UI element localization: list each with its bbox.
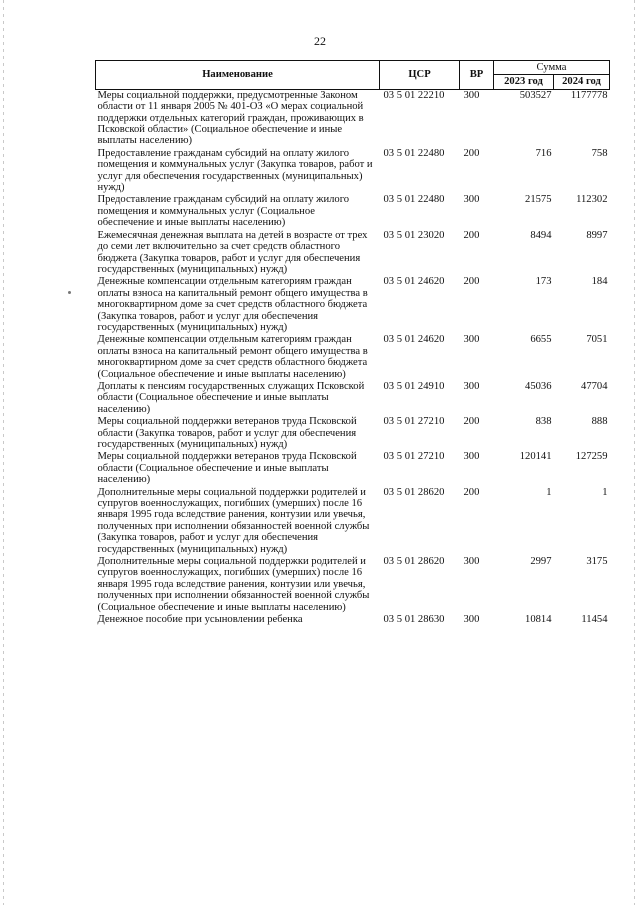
row-name: Дополнительные меры социальной поддержки родителей и супругов военнослужащих, погибших (умерших) после 16 января 1995 года вследствие ранения, контузии или увечья, полученных при исполнении обязанностей военной службы (Социальное обеспечение и иные выплаты населению) <box>97 556 370 613</box>
scan-speck <box>68 291 71 294</box>
table-row <box>96 451 610 486</box>
row-vr-code: 200 <box>463 229 480 241</box>
row-amount-2023: 45036 <box>525 380 552 392</box>
row-name: Ежемесячная денежная выплата на детей в возрасте от трех до семи лет включительно за счет средств областного бюджета (Закупка товаров, работ и услуг для обеспечения государственных (муниципальных) нужд) <box>97 229 368 275</box>
row-csr-code: 03 5 01 28620 <box>383 556 445 568</box>
table-row <box>96 276 610 334</box>
left-scan-edge <box>3 0 4 905</box>
table-row <box>96 230 610 277</box>
row-amount-2024: 11454 <box>581 614 608 626</box>
row-csr-code: 03 5 01 28620 <box>383 486 445 498</box>
header-sum: Сумма <box>494 61 610 75</box>
row-vr-code: 300 <box>463 556 480 568</box>
budget-table <box>95 60 610 627</box>
row-vr-code: 300 <box>463 380 480 392</box>
row-name: Денежные компенсации отдельным категориям граждан оплаты взноса на капитальный ремонт общего имущества в многоквартирном доме за счет средств областного бюджета (Закупка товаров, работ и услуг для обеспечения государственных (муниципальных) нужд) <box>97 276 368 333</box>
row-csr-code: 03 5 01 28630 <box>383 614 445 626</box>
row-amount-2023: 21575 <box>525 194 552 206</box>
row-amount-2023: 173 <box>535 276 552 288</box>
row-name: Предоставление гражданам субсидий на оплату жилого помещения и коммунальных услуг (Закупка товаров, работ и услуг для обеспечения государственных (муниципальных) нужд) <box>97 147 373 194</box>
row-vr-code: 200 <box>463 416 480 428</box>
row-name: Предоставление гражданам субсидий на оплату жилого помещения и коммунальных услуг (Социальное обеспечение и иные выплаты населению) <box>97 194 350 229</box>
row-vr-code: 300 <box>463 89 480 101</box>
row-csr-code: 03 5 01 27210 <box>383 416 445 428</box>
row-name: Дополнительные меры социальной поддержки родителей и супругов военнослужащих, погибших (умерших) после 16 января 1995 года вследствие ранения, контузии или увечья, полученных при исполнении обязанностей военной службы (Закупка товаров, работ и услуг для обеспечения государственных (муниципальных) нужд) <box>97 486 370 555</box>
row-amount-2023: 1 <box>546 486 552 498</box>
row-amount-2024: 8997 <box>586 229 608 241</box>
table-row <box>96 334 610 381</box>
right-scan-edge <box>634 0 635 905</box>
row-vr-code: 200 <box>463 276 480 288</box>
table-row <box>96 556 610 614</box>
row-vr-code: 300 <box>463 194 480 206</box>
header-vr: ВР <box>460 61 494 90</box>
row-amount-2023: 716 <box>535 147 552 159</box>
table-row <box>96 416 610 451</box>
row-vr-code: 200 <box>463 147 480 159</box>
row-amount-2024: 184 <box>591 276 608 288</box>
table-row <box>96 381 610 416</box>
row-vr-code: 300 <box>463 334 480 346</box>
row-name: Меры социальной поддержки, предусмотренные Законом области от 11 января 2005 № 401-ОЗ «О мерах социальной поддержки отдельных категорий граждан, проживающих в Псковской области» (Социальное обеспечение и иные выплаты населению) <box>97 89 364 147</box>
table-header <box>96 61 610 90</box>
row-vr-code: 300 <box>463 451 480 463</box>
row-name: Денежное пособие при усыновлении ребенка <box>97 614 303 626</box>
row-amount-2023: 120141 <box>519 451 552 463</box>
row-amount-2023: 10814 <box>525 614 552 626</box>
row-amount-2024: 758 <box>591 147 608 159</box>
row-name: Доплаты к пенсиям государственных служащих Псковской области (Социальное обеспечение и иные выплаты населению) <box>97 380 365 415</box>
page-number: 22 <box>314 34 326 48</box>
row-csr-code: 03 5 01 23020 <box>383 229 445 241</box>
row-csr-code: 03 5 01 24620 <box>383 334 445 346</box>
row-csr-code: 03 5 01 27210 <box>383 451 445 463</box>
header-name: Наименование <box>96 61 380 90</box>
row-amount-2024: 888 <box>591 416 608 428</box>
row-amount-2023: 503527 <box>519 89 552 101</box>
row-amount-2024: 1 <box>602 486 608 498</box>
row-amount-2023: 8494 <box>530 229 552 241</box>
row-name: Меры социальной поддержки ветеранов труда Псковской области (Закупка товаров, работ и услуг для обеспечения государственных (муниципальных) нужд) <box>97 416 357 450</box>
row-amount-2024: 47704 <box>581 380 608 392</box>
row-name: Меры социальной поддержки ветеранов труда Псковской области (Социальное обеспечение и иные выплаты населению) <box>97 451 357 486</box>
table-row <box>96 487 610 556</box>
table-row <box>96 148 610 195</box>
row-csr-code: 03 5 01 22480 <box>383 194 445 206</box>
header-year-2023: 2023 год <box>494 75 554 89</box>
row-amount-2024: 1177778 <box>570 89 608 101</box>
row-csr-code: 03 5 01 22210 <box>383 89 445 101</box>
row-amount-2024: 7051 <box>586 334 608 346</box>
row-amount-2023: 6655 <box>530 334 552 346</box>
header-year-2024: 2024 год <box>554 75 610 89</box>
row-csr-code: 03 5 01 24620 <box>383 276 445 288</box>
table-row <box>96 194 610 229</box>
row-csr-code: 03 5 01 22480 <box>383 147 445 159</box>
row-amount-2023: 2997 <box>530 556 552 568</box>
row-amount-2024: 3175 <box>586 556 608 568</box>
row-name: Денежные компенсации отдельным категориям граждан оплаты взноса на капитальный ремонт общего имущества в многоквартирном доме за счет средств областного бюджета (Социальное обеспечение и иные выплаты населению) <box>97 334 368 380</box>
table-body <box>96 89 610 626</box>
row-vr-code: 300 <box>463 614 480 626</box>
row-amount-2024: 127259 <box>575 451 608 463</box>
header-csr: ЦСР <box>380 61 460 90</box>
table-row <box>96 89 610 148</box>
row-amount-2024: 112302 <box>576 194 608 206</box>
row-csr-code: 03 5 01 24910 <box>383 380 445 392</box>
row-amount-2023: 838 <box>535 416 552 428</box>
row-vr-code: 200 <box>463 486 480 498</box>
table-row <box>96 614 610 626</box>
